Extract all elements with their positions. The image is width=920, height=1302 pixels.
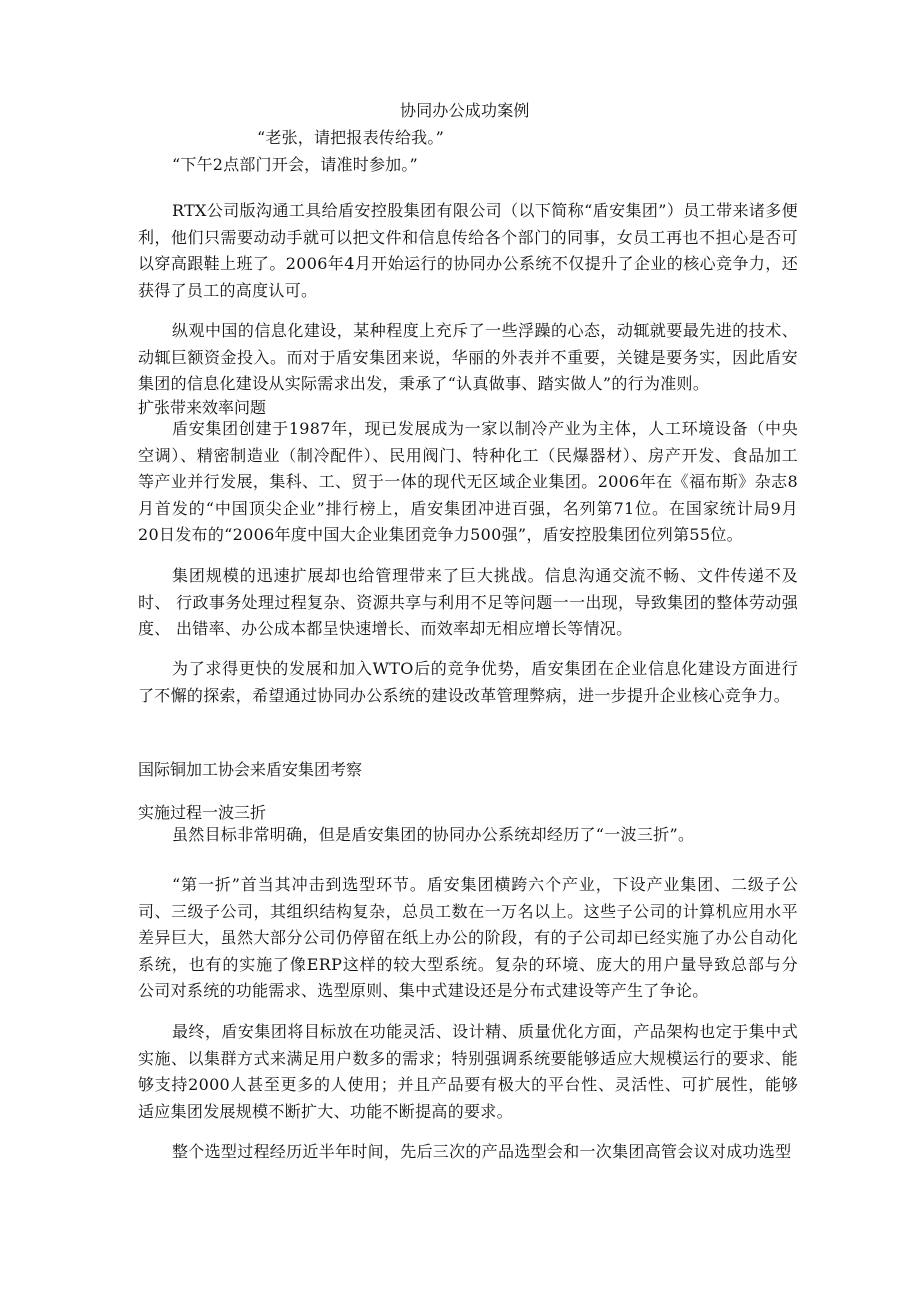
paragraph-rtx-intro: RTX公司版沟通工具给盾安控股集团有限公司（以下简称“盾安集团”）员工带来诸多便利，他们只需要动动手就可以把文件和信息传给各个部门的同事，女员工再也不担心是否可以穿高跟鞋上班了。2006年4月开始运行的协同办公系统不仅提升了企业的核心竞争力，还获得了员工的高度认可。 — [138, 201, 798, 300]
paragraph-selection-process: 整个选型过程经历近半年时间，先后三次的产品选型会和一次集团高管会议对成功选型 — [172, 1142, 792, 1161]
quote-line-2: “下午2点部门开会，请准时参加。” — [172, 155, 418, 174]
paragraph-first-turn: “第一折”首当其冲击到选型环节。盾安集团横跨六个产业，下设产业集团、二级子公 司、三级子公司，其组织结构复杂，总员工数在一万名以上。这些子公司的计算机应用水平 差异巨大，虽然大部分公司仍停留在纸上办公的阶段，有的子公司却已经实施了办公自动化 系统，也有的实施了像ERP这样的较大型系统。复杂的环境、庞大的用户量导致总部与分 公司对系统的功能需求、选型原则、集中式建设还是分布式建设等产生了争论。 — [138, 875, 798, 1000]
section-heading-expansion: 扩张带来效率问题 — [138, 398, 267, 417]
section-heading-implementation: 实施过程一波三折 — [138, 803, 267, 822]
paragraph-group-intro: 盾安集团创建于1987年，现已发展成为一家以制冷产业为主体，人工环境设备（中央空调）、精密制造业（制冷配件）、民用阀门、特种化工（民爆器材）、房产开发、食品加工 等产业并行发展，集科、工、贸于一体的现代无区域企业集团。2006年在《福布斯》杂志8 月首发的“中国顶尖企业”排行榜上，盾安集团冲进百强，名列第71位。在国家统计局9月 20日发布的“2006年度中国大企业集团竞争力500强”，盾安控股集团位列第55位。 — [138, 419, 798, 544]
paragraph-challenges: 集团规模的迅速扩展却也给管理带来了巨大挑战。信息沟通交流不畅、文件传递不及时、 行政事务处理过程复杂、资源共享与利用不足等问题一一出现，导致集团的整体劳动强度、 出错率、办公成本都呈快速增长、而效率却无相应增长等情况。 — [138, 566, 798, 638]
paragraph-informatization: 纵观中国的信息化建设，某种程度上充斥了一些浮躁的心态，动辄就要最先进的技术、动辄巨额资金投入。而对于盾安集团来说，华丽的外表并不重要，关键是要务实，因此盾安集团的信息化建设从实际需求出发，秉承了“认真做事、踏实做人”的行为准则。 — [138, 321, 798, 393]
quote-line-1: “老张，请把报表传给我。” — [257, 128, 444, 147]
paragraph-three-turns: 虽然目标非常明确，但是盾安集团的协同办公系统却经历了“一波三折”。 — [172, 825, 695, 844]
paragraph-final-choice: 最终，盾安集团将目标放在功能灵活、设计精、质量优化方面，产品架构也定于集中式实施、以集群方式来满足用户数多的需求；特别强调系统要能够适应大规模运行的要求、能够支持2000人甚至更多的人使用；并且产品要有极大的平台性、灵活性、可扩展性，能够适应集团发展规模不断扩大、功能不断提高的要求。 — [138, 1022, 798, 1121]
document-title: 协同办公成功案例 — [400, 101, 530, 120]
section-heading-visit: 国际铜加工协会来盾安集团考察 — [138, 760, 363, 779]
paragraph-wto: 为了求得更快的发展和加入WTO后的竞争优势，盾安集团在企业信息化建设方面进行 了不懈的探索，希望通过协同办公系统的建设改革管理弊病，进一步提升企业核心竞争力。 — [138, 659, 798, 705]
